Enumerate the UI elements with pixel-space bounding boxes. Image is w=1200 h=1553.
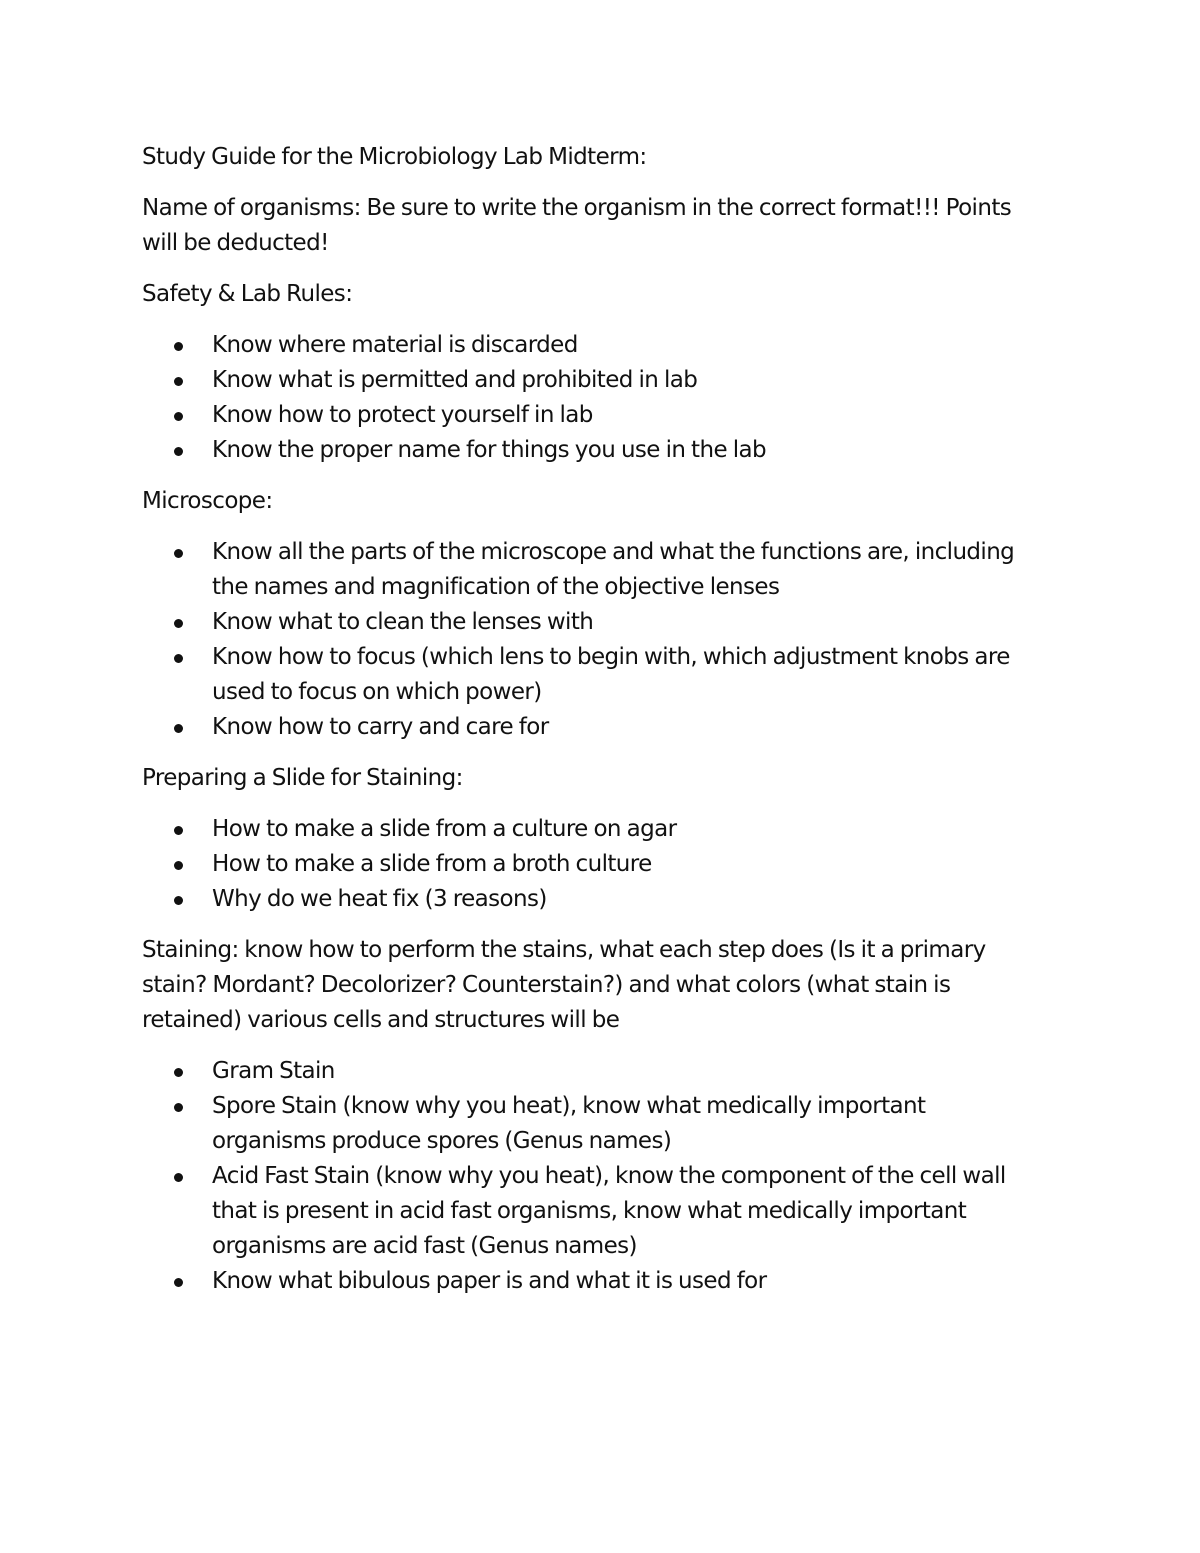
bullet-icon — [174, 654, 183, 663]
bullet-icon — [174, 861, 183, 870]
safety-heading: Safety & Lab Rules: — [142, 281, 353, 307]
bullet-icon — [174, 724, 183, 733]
bullet-icon — [174, 1068, 183, 1077]
list-item: Know where material is discarded — [142, 328, 1042, 363]
staining-heading: Staining: know how to perform the stains, what each step does (Is it a primary stain? Mordant? Decolorizer? Counterstain?) and what colors (what stain is retained) various cells and structures will be — [142, 937, 986, 1033]
organism-names-note: Name of organisms: Be sure to write the organism in the correct format!!! Points will be deducted! — [142, 195, 1012, 256]
staining-list — [142, 1054, 1042, 1299]
list-item: Gram Stain — [142, 1054, 1042, 1089]
bullet-icon — [174, 1103, 183, 1112]
list-item: Know what to clean the lenses with — [142, 605, 1042, 640]
bullet-icon — [174, 412, 183, 421]
bullet-icon — [174, 549, 183, 558]
list-item: How to make a slide from a culture on agar — [142, 812, 1042, 847]
bullet-icon — [174, 1278, 183, 1287]
bullet-icon — [174, 619, 183, 628]
list-item: Why do we heat fix (3 reasons) — [142, 882, 1042, 917]
list-item: Spore Stain (know why you heat), know what medically important organisms produce spores (Genus names) — [142, 1089, 1042, 1159]
list-item: Know what is permitted and prohibited in lab — [142, 363, 1042, 398]
document-title: Study Guide for the Microbiology Lab Midterm: — [142, 144, 647, 170]
bullet-icon — [174, 896, 183, 905]
bullet-icon — [174, 342, 183, 351]
bullet-icon — [174, 826, 183, 835]
slide-prep-heading: Preparing a Slide for Staining: — [142, 765, 463, 791]
microscope-heading: Microscope: — [142, 488, 273, 514]
list-item: Know how to focus (which lens to begin with, which adjustment knobs are used to focus on which power) — [142, 640, 1042, 710]
bullet-icon — [174, 447, 183, 456]
bullet-icon — [174, 1173, 183, 1182]
list-item: Know the proper name for things you use in the lab — [142, 433, 1042, 468]
list-item: Know how to carry and care for — [142, 710, 1042, 745]
list-item: Know how to protect yourself in lab — [142, 398, 1042, 433]
safety-list — [142, 328, 1042, 468]
list-item: Know all the parts of the microscope and what the functions are, including the names and magnification of the objective lenses — [142, 535, 1042, 605]
list-item: How to make a slide from a broth culture — [142, 847, 1042, 882]
microscope-list — [142, 535, 1042, 745]
list-item: Know what bibulous paper is and what it is used for — [142, 1264, 1042, 1299]
slide-prep-list — [142, 812, 1042, 917]
list-item: Acid Fast Stain (know why you heat), know the component of the cell wall that is present in acid fast organisms, know what medically important organisms are acid fast (Genus names) — [142, 1159, 1042, 1264]
document-page — [142, 140, 1042, 1315]
bullet-icon — [174, 377, 183, 386]
